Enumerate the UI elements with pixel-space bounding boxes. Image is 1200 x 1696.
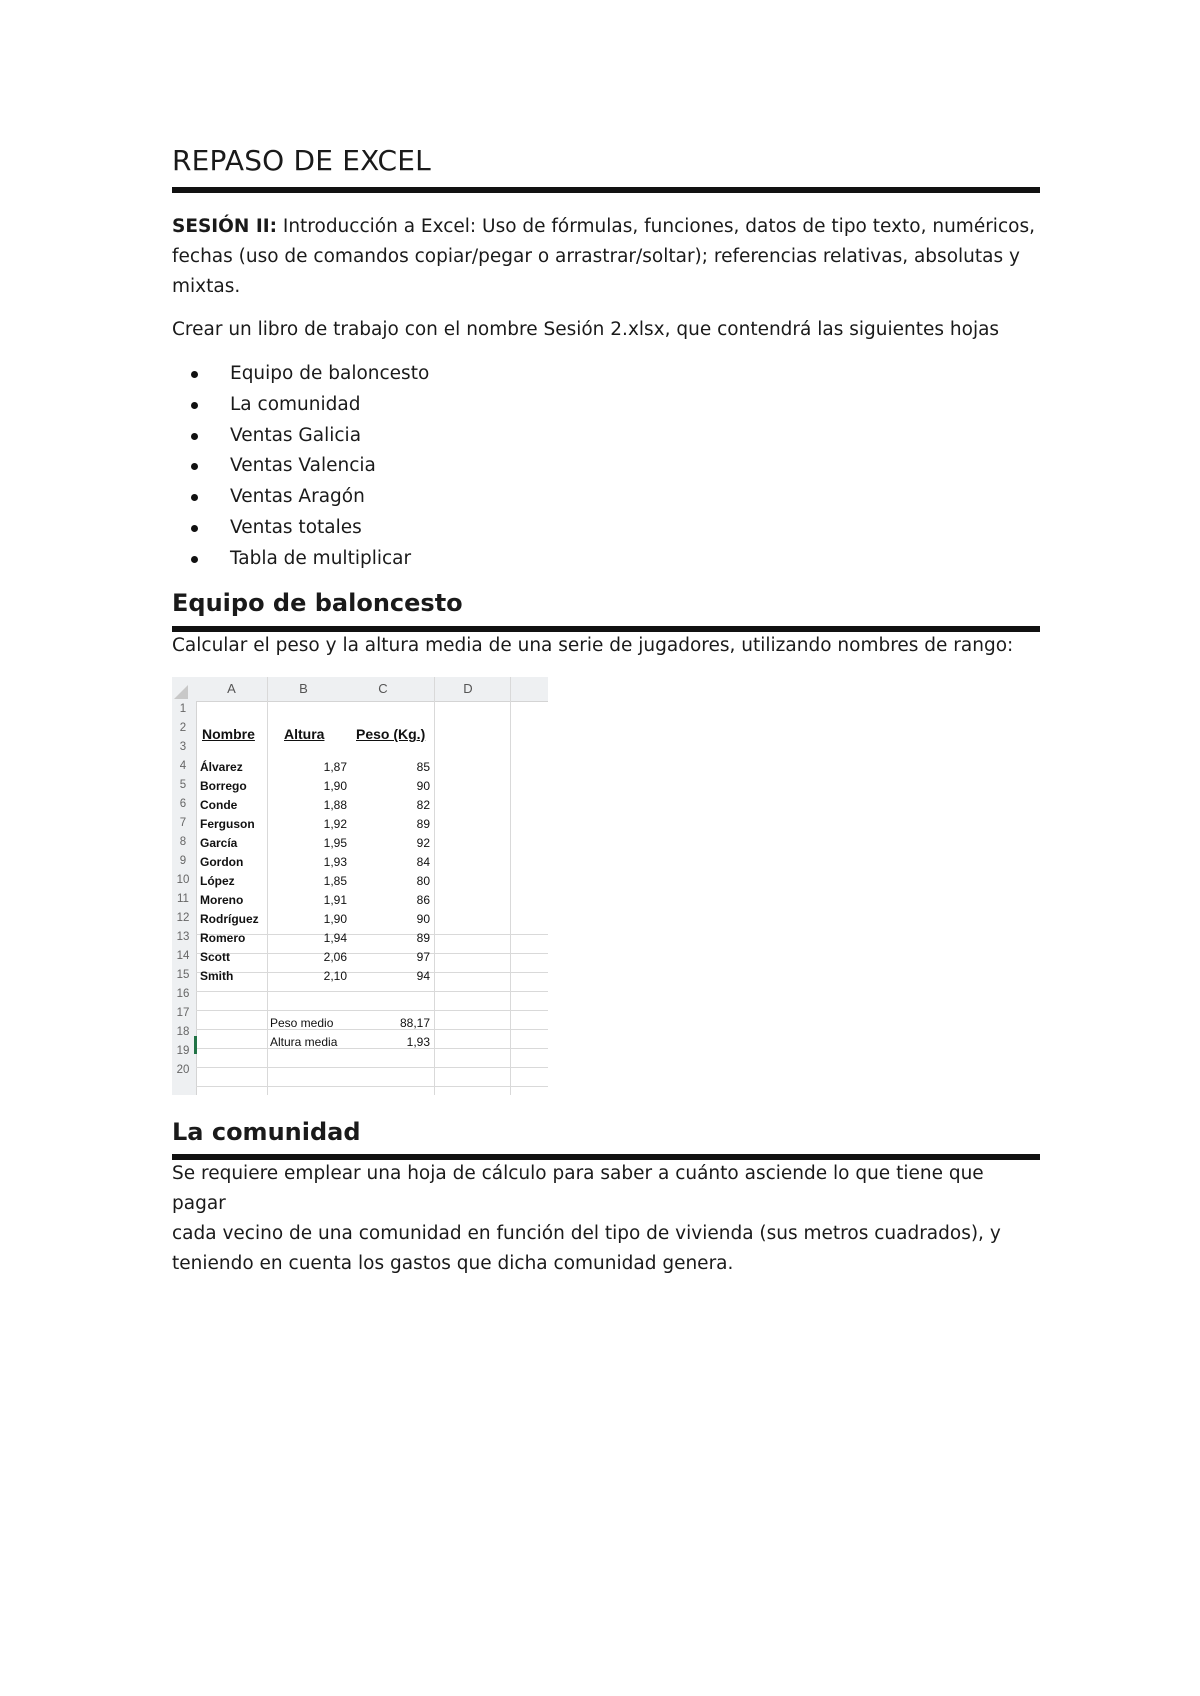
sheet-list [172,359,429,575]
player-name: García [200,836,238,850]
player-weight: 90 [416,779,430,793]
bullet-icon [191,433,198,440]
player-weight: 84 [416,855,430,869]
intro-paragraph: Crear un libro de trabajo con el nombre Sesión 2.xlsx, que contendrá las siguientes hojas [172,319,1000,340]
player-weight: 94 [416,969,430,983]
list-item: Ventas Valencia [172,451,429,482]
bullet-icon [191,371,198,378]
session-label: SESIÓN II: [172,216,277,237]
player-name: Álvarez [200,760,243,774]
section-heading-comunidad: La comunidad [172,1118,361,1146]
row-number: 14 [176,950,190,962]
list-item: Ventas totales [172,513,429,544]
player-height: 1,91 [323,893,347,907]
player-height: 2,06 [323,950,347,964]
column-header: C [378,681,388,696]
summary-label-altura: Altura media [270,1035,338,1049]
player-height: 1,85 [323,874,347,888]
bullet-icon [191,402,198,409]
section-text-line: cada vecino de una comunidad en función del tipo de vivienda (sus metros cuadrados), y [172,1223,1001,1244]
player-weight: 97 [416,950,430,964]
list-item: Equipo de baloncesto [172,359,429,390]
spreadsheet-image [172,677,548,1095]
player-height: 1,93 [323,855,347,869]
player-weight: 92 [416,836,430,850]
row-number: 11 [177,893,189,905]
player-weight: 85 [416,760,430,774]
section-text-comunidad [172,1159,1040,1279]
row-number: 13 [176,931,190,943]
player-name: Moreno [200,893,244,907]
player-name: Romero [200,931,246,945]
column-header: A [227,681,236,696]
player-height: 1,90 [323,912,347,926]
title-rule [172,187,1040,193]
row-number: 20 [176,1064,190,1076]
player-name: Ferguson [200,817,255,831]
list-item: Tabla de multiplicar [172,544,429,575]
row-number: 12 [176,912,190,924]
gridline [196,1067,548,1068]
list-item: La comunidad [172,390,429,421]
row-number: 17 [176,1007,190,1019]
player-weight: 90 [416,912,430,926]
player-height: 1,95 [323,836,347,850]
row-number: 4 [179,760,187,772]
player-name: Conde [200,798,238,812]
bullet-icon [191,556,198,563]
player-height: 1,88 [323,798,347,812]
player-height: 1,87 [323,760,347,774]
row-number: 7 [179,817,187,829]
player-weight: 82 [416,798,430,812]
row-number: 1 [179,703,187,715]
gridline [434,677,435,1095]
column-header: B [299,681,308,696]
row-number: 3 [179,741,187,753]
list-item: Ventas Galicia [172,421,429,452]
player-name: Gordon [200,855,244,869]
list-item: Ventas Aragón [172,482,429,513]
header-peso: Peso (Kg.) [356,726,426,742]
section-text-line: Se requiere emplear una hoja de cálculo para saber a cuánto asciende lo que tiene que pagar [172,1163,984,1214]
section-text-line: teniendo en cuenta los gastos que dicha comunidad genera. [172,1253,734,1274]
row-number: 19 [176,1045,190,1057]
player-name: Scott [200,950,230,964]
row-number: 2 [179,722,187,734]
player-weight: 86 [416,893,430,907]
gridline [510,677,511,1095]
player-weight: 89 [416,931,430,945]
player-name: Rodríguez [200,912,259,926]
session-text-3: mixtas. [172,276,241,297]
column-header: D [463,681,473,696]
row-number: 5 [179,779,187,791]
document-title: REPASO DE EXCEL [172,144,431,177]
session-paragraph [172,212,1040,302]
gridline [196,991,548,992]
player-height: 1,92 [323,817,347,831]
row-number: 8 [179,836,187,848]
player-height: 1,94 [323,931,347,945]
row-number: 6 [179,798,187,810]
player-height: 1,90 [323,779,347,793]
player-name: López [200,874,235,888]
row-number: 18 [176,1026,190,1038]
player-weight: 80 [416,874,430,888]
player-name: Borrego [200,779,247,793]
active-cell-indicator [194,1036,197,1054]
header-nombre: Nombre [202,726,255,742]
player-name: Smith [200,969,234,983]
summary-value-altura: 1,93 [406,1035,430,1049]
bullet-icon [191,525,198,532]
summary-value-peso: 88,17 [399,1016,430,1030]
bullet-icon [191,494,198,501]
summary-label-peso: Peso medio [270,1016,334,1030]
bullet-icon [191,463,198,470]
select-all-corner [174,685,188,699]
row-number: 10 [176,874,190,886]
session-text-1: Introducción a Excel: Uso de fórmulas, funciones, datos de tipo texto, numéricos, [276,216,1035,237]
row-number: 15 [176,969,190,981]
session-text-2: fechas (uso de comandos copiar/pegar o arrastrar/soltar); referencias relativas, absolutas y [172,246,1020,267]
column-header-bar [172,677,548,702]
player-weight: 89 [416,817,430,831]
row-number: 9 [179,855,187,867]
row-number: 16 [176,988,190,1000]
header-altura: Altura [284,726,325,742]
gridline [196,1010,548,1011]
section-text-baloncesto: Calcular el peso y la altura media de una serie de jugadores, utilizando nombres de rango: [172,635,1014,656]
section-heading-baloncesto: Equipo de baloncesto [172,589,463,617]
gridline [196,1086,548,1087]
player-height: 2,10 [323,969,347,983]
